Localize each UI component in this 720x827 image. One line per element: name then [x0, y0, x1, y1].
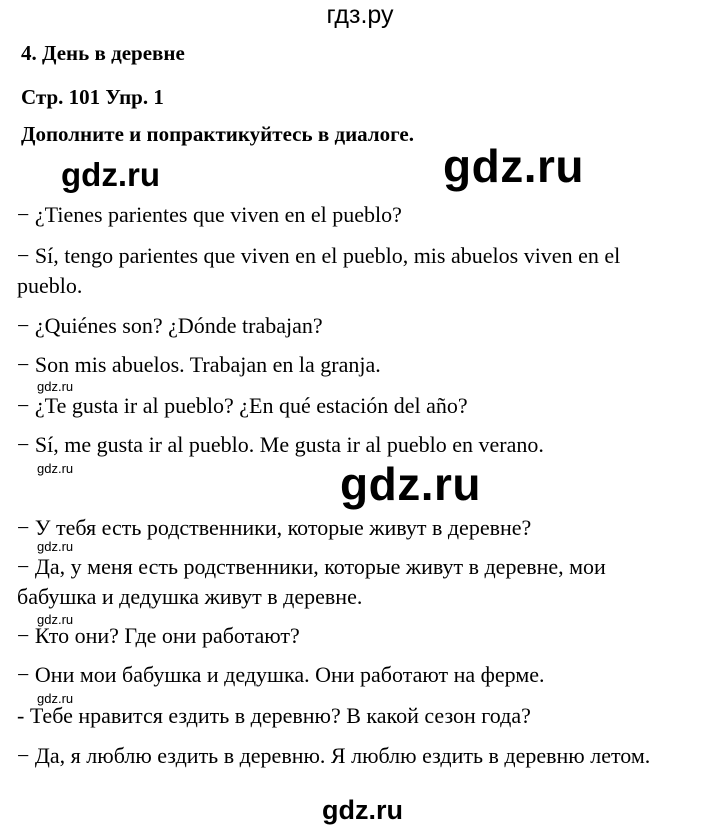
footer-watermark: gdz.ru: [322, 795, 403, 825]
dialogue-line-ru: бабушка и дедушка живут в деревне.: [17, 584, 363, 609]
dialogue-line-es: − ¿Te gusta ir al pueblo? ¿En qué estación del año?: [17, 393, 468, 418]
watermark: gdz.ru: [37, 539, 74, 554]
dialogue-line-ru: − Кто они? Где они работают?: [17, 623, 300, 648]
watermark: gdz.ru: [443, 140, 584, 192]
dialogue-line-es: − Son mis abuelos. Trabajan en la granja.: [17, 352, 381, 377]
watermark: gdz.ru: [37, 612, 74, 627]
watermark: gdz.ru: [37, 461, 74, 476]
watermark: gdz.ru: [340, 458, 481, 510]
dialogue-line-es: − Sí, me gusta ir al pueblo. Me gusta ir al pueblo en verano.: [17, 432, 544, 457]
task-instruction: Дополните и попрактикуйтесь в диалоге.: [21, 122, 414, 146]
dialogue-line-es: pueblo.: [17, 273, 83, 298]
dialogue-line-ru: − Да, у меня есть родственники, которые живут в деревне, мои: [17, 554, 606, 579]
watermark: gdz.ru: [37, 379, 74, 394]
dialogue-line-ru: − Да, я люблю ездить в деревню. Я люблю ездить в деревню летом.: [17, 743, 651, 768]
watermark: gdz.ru: [61, 156, 160, 193]
dialogue-line-es: − ¿Quiénes son? ¿Dónde trabajan?: [17, 313, 323, 338]
dialogue-line-ru: − Они мои бабушка и дедушка. Они работают на ферме.: [17, 662, 545, 687]
page-reference: Стр. 101 Упр. 1: [21, 85, 164, 109]
site-header: гдз.ру: [326, 1, 394, 29]
dialogue-line-ru: - Тебе нравится ездить в деревню? В какой сезон года?: [17, 703, 531, 728]
watermark: gdz.ru: [37, 691, 74, 706]
dialogue-line-es: − ¿Tienes parientes que viven en el pueblo?: [17, 202, 402, 227]
dialogue-line-ru: − У тебя есть родственники, которые живут в деревне?: [17, 515, 532, 540]
dialogue-line-es: − Sí, tengo parientes que viven en el pueblo, mis abuelos viven en el: [17, 243, 621, 268]
section-title: 4. День в деревне: [21, 41, 185, 65]
